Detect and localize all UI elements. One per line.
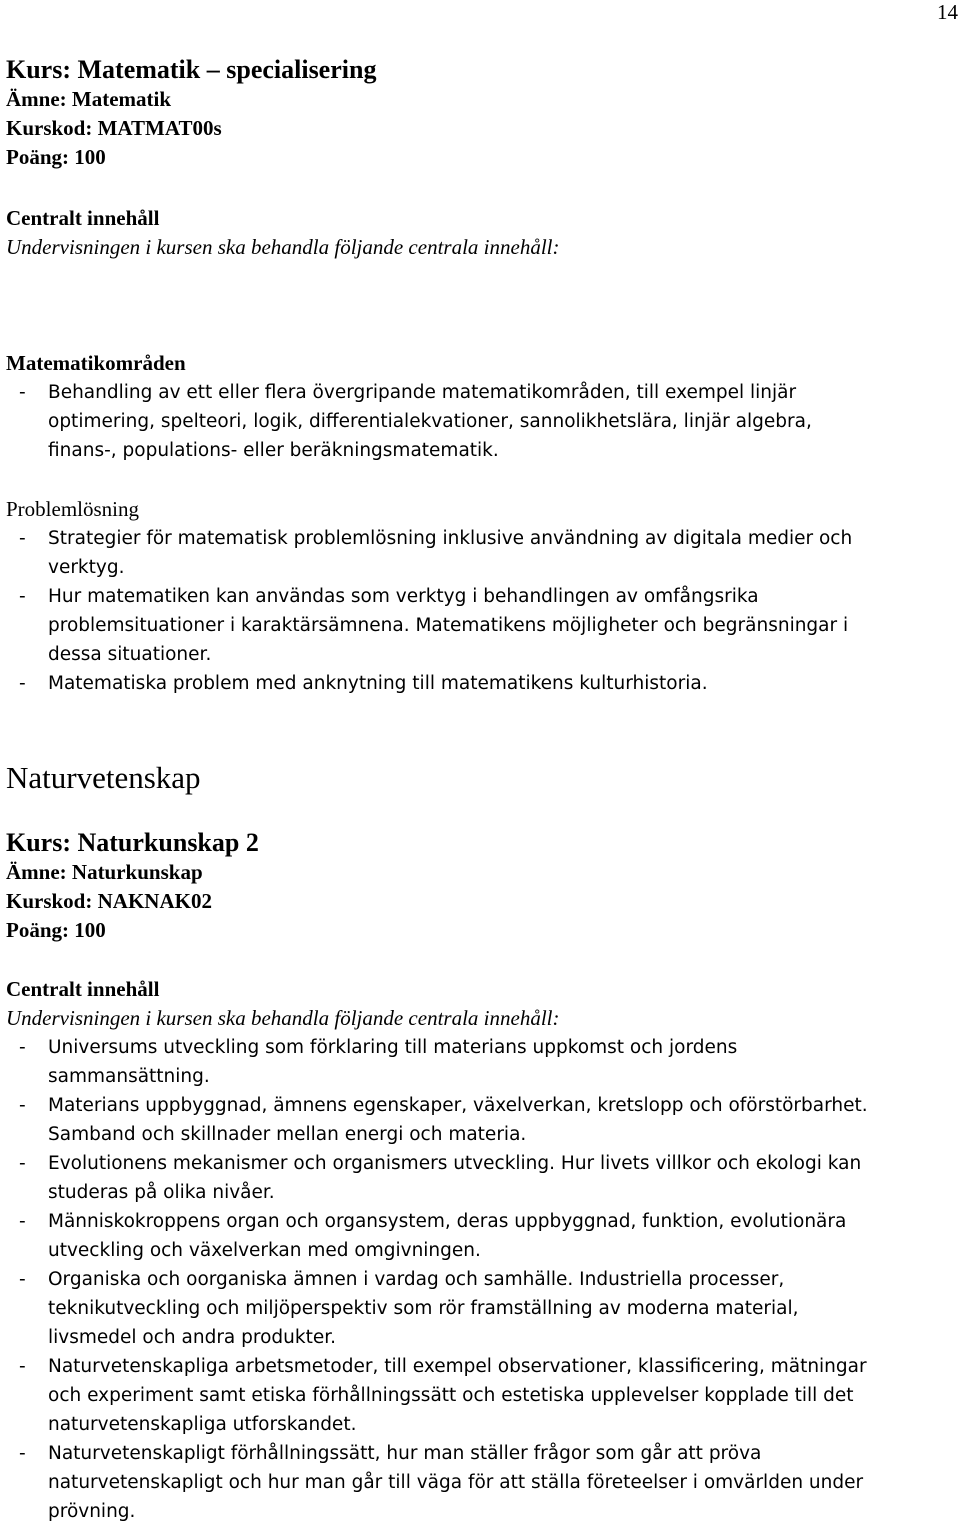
list-item-line: prövning. xyxy=(48,1501,136,1522)
list-item-line: optimering, spelteori, logik, differentialekvationer, sannolikhetslära, linjär algebra, xyxy=(48,411,812,432)
list-item-line: Strategier för matematisk problemlösning inklusive användning av digitala medier och xyxy=(48,528,853,549)
course2-code: Kurskod: NAKNAK02 xyxy=(6,889,212,913)
course2-intro: Undervisningen i kursen ska behandla följande centrala innehåll: xyxy=(6,1006,560,1030)
course1-points: Poäng: 100 xyxy=(6,145,106,169)
bullet-dash: - xyxy=(19,528,26,549)
course1-header xyxy=(6,55,956,172)
course1-section-matematikomraden xyxy=(6,349,956,465)
list-item xyxy=(6,582,956,669)
bullet-dash: - xyxy=(19,1356,26,1377)
section-title xyxy=(6,760,956,796)
list-item-line: naturvetenskapligt och hur man går till väga för att ställa företeelser i omvärlden under xyxy=(48,1472,864,1493)
bullet-dash: - xyxy=(19,673,26,694)
list-item-line: och experiment samt etiska förhållningssätt och estetiska upplevelser kopplade till det xyxy=(48,1385,854,1406)
course2-points: Poäng: 100 xyxy=(6,918,106,942)
list-item-line: naturvetenskapliga utforskandet. xyxy=(48,1414,357,1435)
bullet-dash: - xyxy=(19,1269,26,1290)
list-item-line: Behandling av ett eller flera övergripande matematikområden, till exempel linjär xyxy=(48,382,797,403)
section-heading: Matematikområden xyxy=(6,351,186,375)
list-item-line: Organiska och oorganiska ämnen i vardag och samhälle. Industriella processer, xyxy=(48,1269,785,1290)
list-item-line: utveckling och växelverkan med omgivningen. xyxy=(48,1240,481,1261)
list-item xyxy=(6,378,956,465)
course2-header xyxy=(6,828,956,945)
list-item-line: Samband och skillnader mellan energi och materia. xyxy=(48,1124,527,1145)
list-item-line: teknikutveckling och miljöperspektiv som rör framställning av moderna material, xyxy=(48,1298,799,1319)
list-item-line: Naturvetenskapliga arbetsmetoder, till exempel observationer, klassificering, mätningar xyxy=(48,1356,867,1377)
section-title-text: Naturvetenskap xyxy=(6,760,201,795)
list-item xyxy=(6,1149,956,1207)
course2-central xyxy=(6,975,956,1526)
list-item-line: Hur matematiken kan användas som verktyg i behandlingen av omfångsrika xyxy=(48,586,759,607)
list-item xyxy=(6,1091,956,1149)
course2-subject: Ämne: Naturkunskap xyxy=(6,860,203,884)
page-number: 14 xyxy=(937,0,958,24)
list-item-line: finans-, populations- eller beräkningsmatematik. xyxy=(48,440,499,461)
list-item-line: sammansättning. xyxy=(48,1066,210,1087)
course1-central xyxy=(6,204,956,262)
course1-central-heading: Centralt innehåll xyxy=(6,206,160,230)
list-item-line: livsmedel och andra produkter. xyxy=(48,1327,337,1348)
course1-intro: Undervisningen i kursen ska behandla följande centrala innehåll: xyxy=(6,235,560,259)
list-item-line: Naturvetenskapligt förhållningssätt, hur man ställer frågor som går att pröva xyxy=(48,1443,762,1464)
list-item xyxy=(6,1033,956,1091)
bullet-dash: - xyxy=(19,1443,26,1464)
bullet-dash: - xyxy=(19,1153,26,1174)
list-item xyxy=(6,524,956,582)
list-item-line: problemsituationer i karaktärsämnena. Matematikens möjligheter och begränsningar i xyxy=(48,615,849,636)
bullet-dash: - xyxy=(19,586,26,607)
list-item-line: studeras på olika nivåer. xyxy=(48,1182,275,1203)
course1-title: Kurs: Matematik – specialisering xyxy=(6,55,377,84)
bullet-dash: - xyxy=(19,1037,26,1058)
list-item-line: dessa situationer. xyxy=(48,644,212,665)
course1-section-problemlosning xyxy=(6,495,956,698)
list-item xyxy=(6,1207,956,1265)
list-item xyxy=(6,1352,956,1439)
course2-central-heading: Centralt innehåll xyxy=(6,977,160,1001)
list-item-line: Universums utveckling som förklaring till materians uppkomst och jordens xyxy=(48,1037,738,1058)
list-item xyxy=(6,1265,956,1352)
section-heading: Problemlösning xyxy=(6,497,140,521)
course1-code: Kurskod: MATMAT00s xyxy=(6,116,222,140)
bullet-dash: - xyxy=(19,1095,26,1116)
bullet-dash: - xyxy=(19,1211,26,1232)
course1-subject: Ämne: Matematik xyxy=(6,87,172,111)
course2-title: Kurs: Naturkunskap 2 xyxy=(6,828,259,857)
list-item-line: verktyg. xyxy=(48,557,125,578)
list-item-line: Människokroppens organ och organsystem, deras uppbyggnad, funktion, evolutionära xyxy=(48,1211,847,1232)
list-item-line: Matematiska problem med anknytning till matematikens kulturhistoria. xyxy=(48,673,708,694)
list-item xyxy=(6,1439,956,1526)
list-item-line: Evolutionens mekanismer och organismers utveckling. Hur livets villkor och ekologi kan xyxy=(48,1153,862,1174)
list-item-line: Materians uppbyggnad, ämnens egenskaper, växelverkan, kretslopp och oförstörbarhet. xyxy=(48,1095,868,1116)
bullet-dash: - xyxy=(19,382,26,403)
list-item xyxy=(6,669,956,698)
